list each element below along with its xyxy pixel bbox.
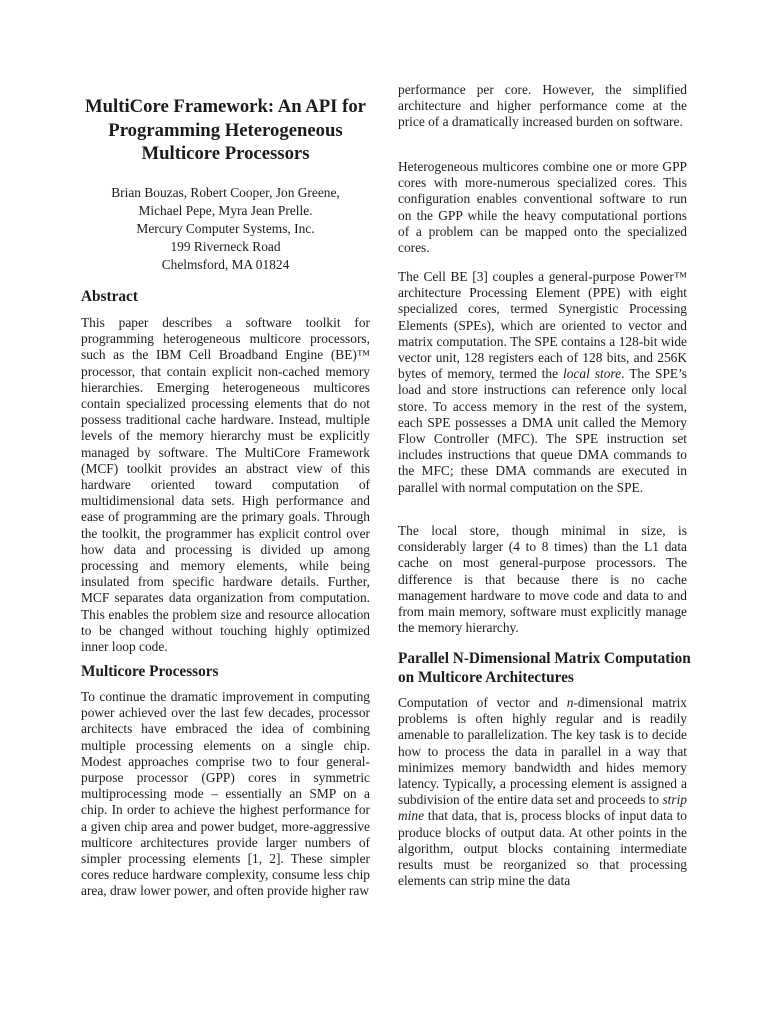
emphasis-n: n: [566, 695, 574, 710]
emphasis-strip-mine: strip mine: [398, 792, 687, 824]
author-block: [81, 184, 370, 274]
body-paragraph: performance per core. However, the simplified architecture and higher performance come at the price of a dramatically increased burden on software.: [398, 82, 687, 130]
section-heading-multicore: Multicore Processors: [81, 663, 219, 680]
body-paragraph: To continue the dramatic improvement in computing power achieved over the last few decades, processor architects have embraced the idea of combining multiple processing elements on a single chip. Modest approaches comprise two to four general-purpose processor (GPP) cores in symmetric multiprocessing mode – essentially an SMP on a chip. In order to achieve the highest performance for a given chip area and power budget, more-aggressive multicore architectures provide larger numbers of simpler processing elements [1, 2]. These simpler cores reduce hardware complexity, consume less chip area, draw lower power, and often provide higher raw: [81, 689, 370, 899]
abstract-paragraph: This paper describes a software toolkit for programming heterogeneous multicore processors, such as the IBM Cell Broadband Engine (BE)™ processor, that contain explicit non-cached memory hierarchies. Emerging heterogeneous multicores contain specialized processing elements that do not possess traditional cache hardware. Instead, multiple levels of the memory hierarchy must be explicitly managed by software. The MultiCore Framework (MCF) toolkit provides an abstract view of this hardware oriented toward computation of multidimensional data sets. High performance and ease of programming are the primary goals. Through the toolkit, the programmer has explicit control over how data and processing is divided up among processing and memory elements, while being insulated from specific hardware details. Further, MCF separates data organization from computation. This enables the problem size and resource allocation to be changed without touching highly optimized inner loop code.: [81, 315, 370, 655]
text-run: -dimensional matrix problems is often highly regular and is readily amenable to parallelization. The key task is to decide how to process the data in parallel in a way that minimizes memory bandwidth and hides memory latency. Typically, a processing element is assigned a subdivision of the entire data set and proceeds to: [398, 695, 688, 808]
abstract-heading: Abstract: [81, 288, 138, 305]
address-line: Chelmsford, MA 01824: [161, 257, 290, 273]
body-paragraph-cell-be: [398, 269, 687, 496]
author-line: Michael Pepe, Myra Jean Prelle.: [138, 203, 313, 219]
text-run: that data, that is, process blocks of input data to produce blocks of output data. At other points in the algorithm, output blocks containing intermediate results must be reorganized so that processing elements can strip mine the data: [398, 808, 687, 889]
section-heading-parallel: Parallel N-Dimensional Matrix Computation on Multicore Architectures: [398, 650, 691, 686]
body-paragraph-parallel: [398, 695, 687, 889]
author-line: Brian Bouzas, Robert Cooper, Jon Greene,: [111, 185, 340, 200]
text-run: The Cell BE [3] couples a general-purpose Power™ architecture Processing Element (PPE) with eight specialized cores, termed Synergistic Processing Elements (SPEs), which are oriented to vector and matrix computation. The SPE contains a 128-bit wide vector unit, 128 registers each of 128 bits, and 256K bytes of memory, termed the: [398, 269, 687, 382]
body-paragraph: Heterogeneous multicores combine one or more GPP cores with more-numerous specialized cores. This configuration enables conventional software to run on the GPP while the heavy computational portions of a problem can be mapped onto the specialized cores.: [398, 159, 687, 256]
emphasis-local-store: local store: [563, 366, 622, 382]
text-run: . The SPE’s load and store instructions can reference only local store. To access memory in the rest of the system, each SPE possesses a DMA unit called the Memory Flow Controller (MFC). The SPE instruction set includes instructions that queue DMA commands to the MFC; these DMA commands are executed in parallel with normal computation on the SPE.: [398, 366, 688, 495]
address-line: 199 Riverneck Road: [170, 239, 281, 255]
affiliation-line: Mercury Computer Systems, Inc.: [136, 221, 315, 237]
paper-title: MultiCore Framework: An API for Programming Heterogeneous Multicore Processors: [85, 96, 366, 164]
text-run: Computation of vector and: [398, 695, 567, 710]
body-paragraph: The local store, though minimal in size, is considerably larger (4 to 8 times) than the L1 data cache on most general-purpose processors. The difference is that because there is no cache management hardware to move code and data to and from main memory, software must explicitly manage the memory hierarchy.: [398, 523, 687, 636]
